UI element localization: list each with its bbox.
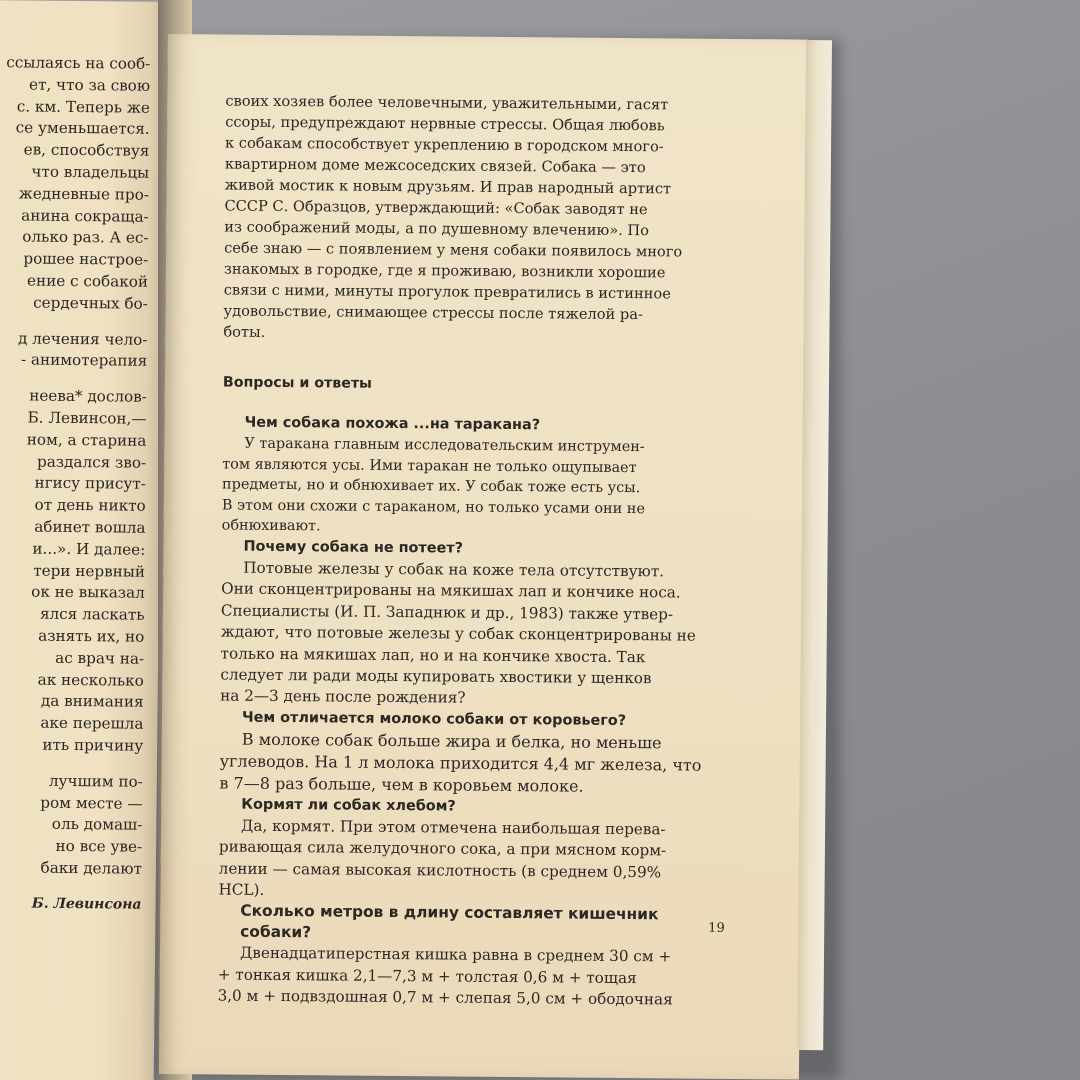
left-page-line: ет, что за свою <box>28 75 151 95</box>
intro-line: СССР С. Образцов, утверждающий: «Собак заводят не <box>224 197 648 219</box>
answer-line: в 7—8 раз больше, чем в коровьем молоке. <box>219 773 584 796</box>
question-heading: Почему собака не потеет? <box>243 538 464 557</box>
right-page <box>159 34 808 1080</box>
intro-line: удовольствие, снимающее стрессы после тяжелой ра- <box>223 302 643 324</box>
left-page-line: неева* дослов- <box>29 386 147 406</box>
intro-line: себе знаю — с появлением у меня собаки появилось много <box>224 239 683 261</box>
intro-line: своих хозяев более человечными, уважительными, гасят <box>225 92 669 114</box>
left-page-line: но все уве- <box>55 836 143 856</box>
left-page-line: анина сокраща- <box>21 206 149 226</box>
answer-line: на 2—3 день после рождения? <box>220 686 466 708</box>
left-page-line: сердечных бо- <box>33 293 148 313</box>
answer-paragraph <box>222 433 723 540</box>
answer-line: Они сконцентрированы на мякишах лап и кончике носа. <box>221 579 681 602</box>
answer-line: Потовые железы у собак на коже тела отсутствуют. <box>243 558 665 581</box>
left-page <box>0 0 165 1080</box>
answer-line: ривающая сила желудочного сока, а при мясном корм- <box>218 837 667 860</box>
left-page-line: лучшим по- <box>48 771 143 791</box>
left-page-signature: Б. Левинсона <box>31 895 142 913</box>
intro-line: живой мостик к новым друзьям. И прав народный артист <box>224 176 672 198</box>
left-page-text <box>0 49 150 916</box>
left-page-line: ром месте — <box>40 793 143 813</box>
left-page-line: тери нервный <box>33 561 146 581</box>
left-page-line: да внимания <box>40 691 144 712</box>
left-page-line: ас врач на- <box>55 648 145 668</box>
qa-list <box>218 412 723 1011</box>
left-page-line: ялся ласкать <box>39 604 145 624</box>
left-page-line: Б. Левинсон,— <box>27 408 147 428</box>
left-page-line: баки делают <box>40 858 143 878</box>
left-page-line: ить причину <box>42 735 144 755</box>
left-page-line: ев, способствуя <box>23 140 150 160</box>
question-heading: Сколько метров в длину составляет кишечник собаки? <box>240 902 659 942</box>
left-page-line: олько раз. А ес- <box>22 227 149 248</box>
answer-line: том являются усы. Ими таракан не только ощупывает <box>222 456 637 476</box>
answer-line: HCL). <box>218 880 265 899</box>
answer-paragraph <box>219 728 720 798</box>
left-page-line: и...». И далее: <box>32 539 146 559</box>
left-page-line: ном, а старина <box>26 430 147 450</box>
intro-line: боты. <box>223 323 266 341</box>
answer-line: В молоке собак больше жира и белка, но меньше <box>241 729 662 753</box>
question-heading: Чем собака похожа ...на таракана? <box>244 414 541 434</box>
answer-line: В этом они схожи с тараканом, но только усами они не <box>221 497 646 517</box>
left-page-line: с. км. Теперь же <box>16 96 150 117</box>
left-page-line: ение с собакой <box>26 271 149 291</box>
intro-line: к собакам способствует укреплению в городском много- <box>224 134 664 156</box>
answer-line: углеводов. На 1 л молока приходится 4,4 мг железа, что <box>219 751 702 775</box>
left-page-line: от день никто <box>34 495 146 515</box>
left-page-line: азнять их, но <box>38 626 145 646</box>
answer-line: обнюхивают. <box>221 517 321 535</box>
intro-line: из соображений моды, а по душевному влечению». По <box>224 218 650 240</box>
left-page-line: что владельцы <box>31 162 150 182</box>
answer-line: Да, кормят. При этом отмечена наибольшая перева- <box>241 816 666 839</box>
left-page-line: рошее настрое- <box>23 249 149 269</box>
answer-line: Специалисты (И. П. Западнюк и др., 1983) также утвер- <box>220 601 674 624</box>
left-page-line: се уменьшается. <box>15 118 150 139</box>
question-heading: Кормят ли собак хлебом? <box>241 796 456 815</box>
answer-line: предметы, но и обнюхивает их. У собак тоже есть усы. <box>221 476 641 497</box>
answer-line: 3,0 м + подвздошная 0,7 м + слепая 5,0 см + ободочная <box>217 986 673 1009</box>
left-page-line: ссылаясь на сооб- <box>6 53 151 73</box>
answer-line: только на мякишах лап, но и на кончике хвоста. Так <box>220 644 646 666</box>
intro-line: квартирном доме межсоседских связей. Собака — это <box>224 155 646 177</box>
left-page-line: - анимотерапия <box>20 350 148 371</box>
answer-line: У таракана главным исследовательским инструмен- <box>244 435 645 456</box>
answer-line: лении — самая высокая кислотность (в среднем 0,59% <box>218 859 662 881</box>
intro-paragraph <box>223 91 725 347</box>
right-page-content <box>218 91 726 1012</box>
question-heading: Чем отличается молоко собаки от коровьего? <box>241 709 627 729</box>
answer-paragraph <box>218 815 719 905</box>
intro-line: связи с ними, минуты прогулок превратились в истинное <box>223 281 671 303</box>
answer-line: следует ли ради моды купировать хвостики у щенков <box>220 665 652 688</box>
answer-line: Двенадцатиперстная кишка равна в среднем 30 см + <box>239 944 672 966</box>
intro-line: знакомых в городке, где я проживаю, возникли хорошие <box>223 260 666 282</box>
intro-line: ссоры, предупреждают нервные стрессы. Общая любовь <box>225 113 665 135</box>
left-page-line: оль домаш- <box>51 815 143 835</box>
left-page-line: нгису присут- <box>34 473 147 494</box>
answer-paragraph <box>218 943 719 1012</box>
left-page-line: жедневные про- <box>18 184 150 204</box>
answer-paragraph <box>220 557 721 711</box>
left-page-line: ок не выказал <box>31 582 145 603</box>
page-number: 19 <box>708 920 725 936</box>
left-page-line: раздался зво- <box>36 452 147 472</box>
answer-line: ждают, что потовые железы у собак сконцентрированы не <box>220 622 696 645</box>
section-title: Вопросы и ответы <box>222 374 372 392</box>
answer-line: + тонкая кишка 2,1—7,3 м + толстая 0,6 м + тощая <box>217 965 637 987</box>
left-page-line: д лечения чело- <box>17 328 148 349</box>
left-page-line: абинет вошла <box>34 517 146 537</box>
left-page-line: ак несколько <box>37 670 144 690</box>
left-page-line: аке перешла <box>40 713 144 733</box>
